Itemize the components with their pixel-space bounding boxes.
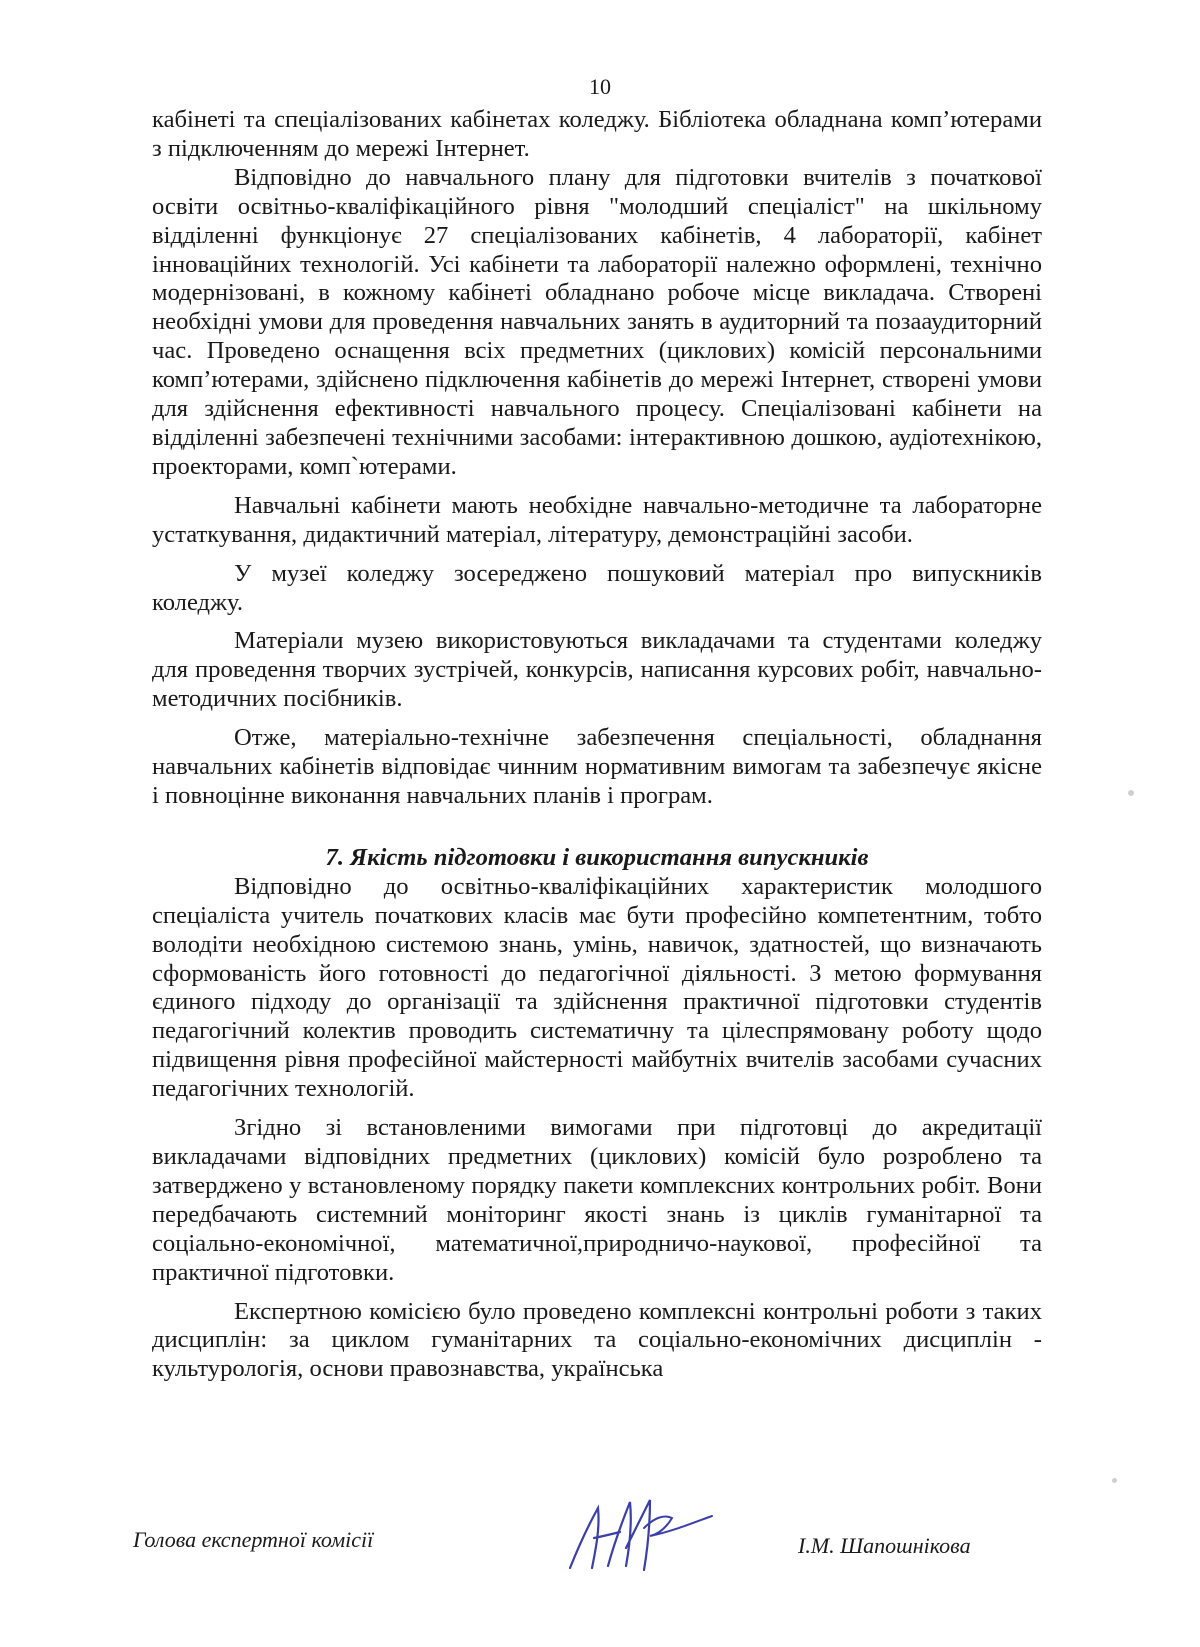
paragraph-2: Відповідно до навчального плану для підготовки вчителів з початкової освіти освітньо-кваліфікаційного рівня "молодший спеціаліст" на шкільному відділенні функціонує 27 спеціалізованих кабінетів, 4 лабораторії, кабінет інноваційних технологій. Усі кабінети та лабораторії належно оформлені, технічно модернізовані, в кожному кабінеті обладнано робоче місце викладача. Створені необхідні умови для проведення навчальних занять в аудиторний та позааудиторний час. Проведено оснащення всіх предметних (циклових) комісій персональними комп’ютерами, здійснено підключення кабінетів до мережі Інтернет, створені умови для здійснення ефективності навчального процесу. Спеціалізовані кабінети на відділенні забезпечені технічними засобами: інтерактивною дошкою, аудіотехнікою, проекторами, комп`ютерами. — [152, 163, 1042, 480]
section-paragraph-1: Відповідно до освітньо-кваліфікаційних характеристик молодшого спеціаліста учитель початкових класів має бути професійно компетентним, тобто володіти необхідною системою знань, умінь, навичок, здатностей, що визначають сформованість його готовності до педагогічної діяльності. З метою формування єдиного підходу до організації та здійснення практичної підготовки студентів педагогічний колектив проводить систематичну та цілеспрямовану роботу щодо підвищення рівня професійної майстерності майбутніх вчителів засобами сучасних педагогічних технологій. — [152, 872, 1042, 1103]
paragraph-5: Матеріали музею використовуються викладачами та студентами коледжу для проведення творчих зустрічей, конкурсів, написання курсових робіт, навчально-методичних посібників. — [152, 627, 1042, 713]
page-number: 10 — [589, 74, 611, 99]
signature-image — [560, 1488, 720, 1578]
section-heading: 7. Якість підготовки і використання випускників — [325, 843, 869, 871]
footer-chair-title: Голова експертної комісії — [133, 1527, 374, 1552]
paragraph-6: Отже, матеріально-технічне забезпечення спеціальності, обладнання навчальних кабінетів відповідає чинним нормативним вимогам та забезпечує якісне і повноцінне виконання навчальних планів і програм. — [152, 724, 1042, 809]
paragraph-3: Навчальні кабінети мають необхідне навчально-методичне та лабораторне устаткування, дидактичний матеріал, літературу, демонстраційні засоби. — [152, 491, 1042, 548]
scan-speck — [1128, 790, 1134, 796]
section-paragraph-2: Згідно зі встановленими вимогами при підготовці до акредитації викладачами відповідних предметних (циклових) комісій було розроблено та затверджено у встановленому порядку пакети комплексних контрольних робіт. Вони передбачають системний моніторинг якості знань із циклів гуманітарної та соціально-економічної, математичної,природничо-наукової, професійної та практичної підготовки. — [152, 1114, 1042, 1286]
paragraph-1: кабінеті та спеціалізованих кабінетах коледжу. Бібліотека обладнана комп’ютерами з підключенням до мережі Інтернет. — [152, 106, 1042, 162]
document-body — [152, 106, 1042, 1384]
paragraph-4: У музеї коледжу зосереджено пошуковий матеріал про випускників коледжу. — [152, 559, 1042, 616]
section-paragraph-3: Експертною комісією було проведено комплексні контрольні роботи з таких дисциплін: за циклом гуманітарних та соціально-економічних дисциплін - культурологія, основи правознавства, українська — [152, 1297, 1042, 1383]
scan-speck — [1112, 1478, 1117, 1483]
footer-chair-name: І.М. Шапошнікова — [798, 1533, 971, 1558]
